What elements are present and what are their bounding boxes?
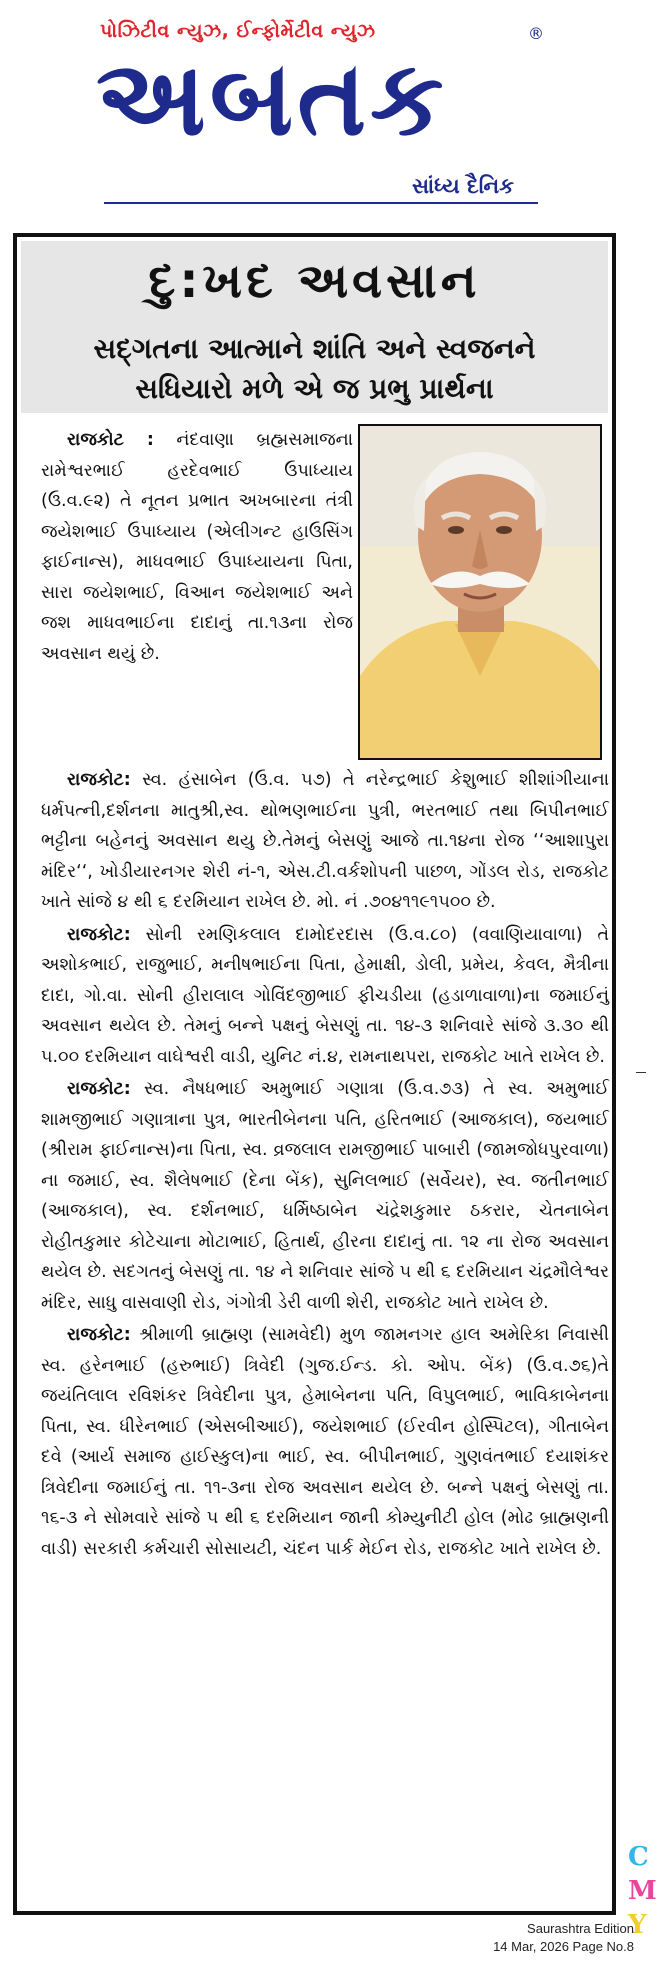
headline-band <box>21 241 608 413</box>
subhead-line-2: સધિયારો મળે એ જ પ્રભુ પ્રાર્થના <box>135 372 494 405</box>
obituary-notice-2 <box>41 765 609 918</box>
notice-1-text: નંદવાણા બ્રહ્મસમાજના રામેશ્વરભાઈ હરદેવભાઈ ઉપાધ્યાય (ઉ.વ.૯૨) તે નૂતન પ્રભાત અખબારના તંત્રી જયેશભાઈ ઉપાધ્યાય (એલીગન્ટ હાઉસિંગ ફાઈનાન્સ), માધવભાઈ ઉપાધ્યાયના પિતા, સારા જયેશભાઈ, વિઆન જયેશભાઈ અને જશ માધવભાઈના દાદાનું તા.૧૩ના રોજ અવસાન થયું છે. <box>41 430 353 664</box>
notice-1-city: રાજકોટ : <box>67 430 154 450</box>
notice-5-city: રાજકોટ: <box>67 1325 131 1345</box>
subhead-line-1: સદ્ગતના આત્માને શાંતિ અને સ્વજનને <box>93 332 536 365</box>
masthead <box>0 0 648 215</box>
magenta-mark: M <box>628 1876 657 1906</box>
masthead-tagline: પોઝિટીવ ન્યુઝ, ઈન્ફોર્મેટીવ ન્યુઝ <box>100 20 376 42</box>
article-subhead <box>21 329 608 409</box>
notice-5-text: શ્રીમાળી બ્રાહ્મણ (સામવેદી) મુળ જામનગર હાલ અમેરિકા નિવાસી સ્વ. હરેનભાઈ (હરુભાઈ) ત્રિવેદી (ગુજ.ઈન્ડ. કો. ઓપ. બેંક) (ઉ.વ.૭૬)તે જયંતિલાલ રવિશંકર ત્રિવેદીના પુત્ર, હેમાબેનના પતિ, વિપુલભાઈ, ભાવિકાબેનના પિતા, સ્વ. ધીરેનભાઈ (એસબીઆઈ), જયેશભાઈ (ઈરવીન હોસ્પિટલ), ગીતાબેન દવે (આર્ય સમાજ હાઈસ્કુલ)ના ભાઈ, સ્વ. બીપીનભાઈ, ગુણવંતભાઈ દયાશંકર ત્રિવેદીના જમાઈનું તા. ૧૧-૩ના રોજ અવસાન થયેલ છે. બન્ને પક્ષનું બેસણું તા. ૧૬-૩ ને સોમવારે સાંજે ૫ થી ૬ દરમિયાન જાની કોમ્યુનીટી હોલ (મોઢ બ્રાહ્મણની વાડી) સરકારી કર્મચારી સોસાયટી, ચંદન પાર્ક મેઈન રોડ, રાજકોટ ખાતે રાખેલ છે. <box>41 1325 609 1559</box>
obituary-notice-5 <box>41 1320 609 1564</box>
edition-label: સાંધ્ય દૈનિક <box>412 174 514 198</box>
obituary-article <box>13 233 616 1915</box>
yellow-mark: Y <box>628 1910 647 1940</box>
obituary-notices <box>41 765 609 1566</box>
registered-mark: ® <box>528 24 544 43</box>
cyan-mark: C <box>628 1842 649 1872</box>
notice-2-text: સ્વ. હંસાબેન (ઉ.વ. ૫૭) તે નરેન્દ્રભાઈ કેશુભાઈ શીશાંગીયાના ધર્મપત્ની,દર્શનના માતુશ્રી,સ્વ. થોભણભાઈના પુત્રી, ભરતભાઈ તથા બિપીનભાઈ ભટ્ટીના બહેનનું અવસાન થયુ છે.તેમનું બેસણું આજે તા.૧૪ના રોજ ‘‘આશાપુરા મંદિર‘‘, ખોડીયારનગર શેરી નં-૧, એસ.ટી.વર્કશોપની પાછળ, ગોંડલ રોડ, રાજકોટ ખાતે સાંજે ૪ થી ૬ દરમિયાન રાખેલ છે. મો. નં .૭૦૪૧૧૯૧૫૦૦ છે. <box>41 770 609 912</box>
obituary-notice-3 <box>41 920 609 1073</box>
obituary-notice-4 <box>41 1074 609 1318</box>
footer-edition: Saurashtra Edition <box>527 1921 634 1936</box>
notice-3-city: રાજકોટ: <box>67 924 131 945</box>
margin-tick-mark <box>636 1072 646 1073</box>
obituary-notice-1 <box>41 425 353 669</box>
notice-4-city: રાજકોટ: <box>67 1079 131 1099</box>
footer-date-page: 14 Mar, 2026 Page No.8 <box>493 1939 634 1954</box>
portrait-illustration <box>360 426 600 758</box>
newspaper-logo: અબતક <box>96 37 448 159</box>
notice-2-city: રાજકોટ: <box>67 770 131 790</box>
notice-4-text: સ્વ. નૈષધભાઈ અમુભાઈ ગણાત્રા (ઉ.વ.૭૩) તે સ્વ. અમુભાઈ શામજીભાઈ ગણાત્રાના પુત્ર, ભારતીબેનના પતિ, હરિતભાઈ (આજકાલ), જયભાઈ (શ્રીરામ ફાઈનાન્સ)ના પિતા, સ્વ. વ્રજલાલ રામજીભાઈ પાબારી (જામજોધપુરવાળા) ના જમાઈ, સ્વ. શૈલેષભાઈ (દેના બેંક), સુનિલભાઈ (સર્વેયર), સ્વ. જતીનભાઈ (આજકાલ), સ્વ. દર્શનભાઈ, ધર્મિષ્ઠાબેન ચંદ્રેશકુમાર ઠકરાર, ચેતનાબેન રોહીતકુમાર કોટેચાના મોટાભાઈ, હિતાર્થ, હીરના દાદાનું તા. ૧૨ ના રોજ અવસાન થયેલ છે. સદગતનું બેસણું તા. ૧૪ ને શનિવાર સાંજે ૫ થી ૬ દરમિયાન ચંદ્રમૌલેશ્વર મંદિર, સાધુ વાસવાણી રોડ, ગંગોત્રી ડેરી વાળી શેરી, રાજકોટ ખાતે રાખેલ છે. <box>41 1079 609 1313</box>
page-footer <box>493 1920 634 1956</box>
masthead-rule <box>104 202 538 204</box>
article-headline: દુ:ખદ અવસાન <box>148 253 481 309</box>
notice-3-text: સોની રમણિકલાલ દામોદરદાસ (ઉ.વ.૮૦) (વવાણિયાવાળા) તે અશોકભાઈ, રાજુભાઈ, મનીષભાઈના પિતા, હેમાક્ષી, ડોલી, પ્રમેય, કેવલ, મૈત્રીના દાદા, ગો.વા. સોની હીરાલાલ ગોવિંદજીભાઈ ફીચડીયા (હડાળાવાળા)ના જમાઈનું અવસાન થયેલ છે. તેમનું બન્ને પક્ષનું બેસણું તા. ૧૪-૩ શનિવારે સાંજે ૩.૩૦ થી ૫.૦૦ દરમિયાન વાઘેશ્વરી વાડી, યુનિટ નં.૪, રામનાથપરા, રાજકોટ ખાતે રાખેલ છે. <box>41 924 609 1067</box>
deceased-portrait-photo <box>358 424 602 760</box>
